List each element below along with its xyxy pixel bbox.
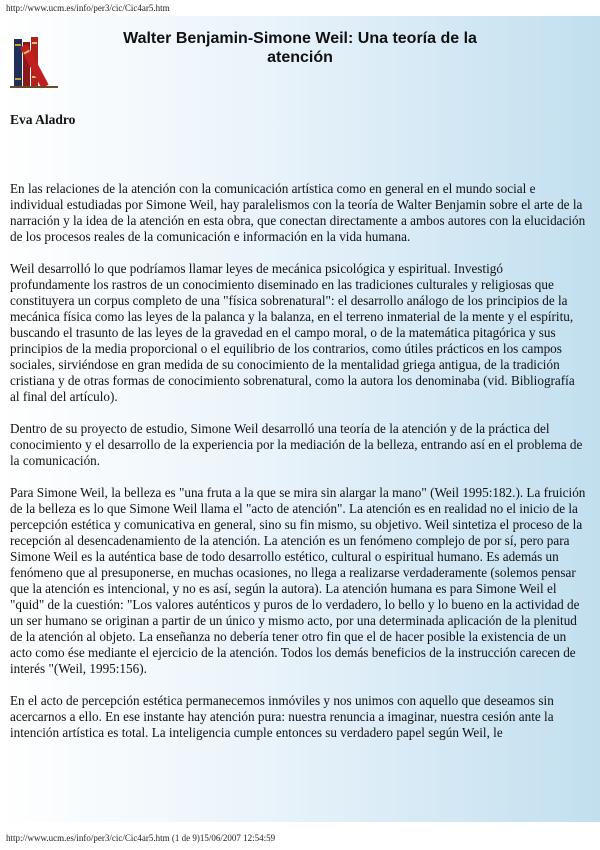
article-body	[10, 181, 586, 757]
paragraph: Para Simone Weil, la belleza es "una fruta a la que se mira sin alargar la mano" (Weil 1995:182.). La fruición de la belleza es lo que Simone Weil llama el "acto de atención". La atención es en realidad no el inicio de la percepción estética y comunicativa en general, sino su fin mismo, su objetivo. Weil sintetiza el proceso de la recepción al desencadenamiento de la atención. La atención es un fenómeno complejo de por sí, pero para Simone Weil es la auténtica base de todo desarrollo estético, cultural o espiritual humano. Es además un fenómeno que al presuponerse, en muchas ocasiones, no llega a realizarse verdaderamente (solemos pensar que la atención es intencional, y no es así, según la autora). La atención humana es para Simone Weil el "quid" de la cuestión: "Los valores auténticos y puros de lo verdadero, lo bello y lo bueno en la actividad de un ser humano se originan a partir de un único y mismo acto, por una determinada aplicación de la plenitud de la atención al objeto. La enseñanza no debería tener otro fin que el de hacer posible la existencia de un acto como ése mediante el ejercicio de la atención. Todos los demás beneficios de la instrucción carecen de interés "(Weil, 1995:156).	[10, 485, 586, 676]
paragraph: Dentro de su proyecto de estudio, Simone Weil desarrolló una teoría de la atención y de la práctica del conocimiento y el desarrollo de la experiencia por la mediación de la belleza, entrando así en el problema de la comunicación.	[10, 421, 583, 468]
article-title-line-1: Walter Benjamin-Simone Weil: Una teoría de la	[123, 30, 477, 47]
article-title-line-2: atención	[267, 49, 333, 66]
page-url-footer: http://www.ucm.es/info/per3/cic/Cic4ar5.htm (1 de 9)15/06/2007 12:54:59	[6, 833, 276, 843]
article-author: Eva Aladro	[10, 112, 76, 127]
article-title	[70, 29, 530, 67]
paragraph: Weil desarrolló lo que podríamos llamar leyes de mecánica psicológica y espiritual. Investigó profundamente los rastros de un conocimiento diseminado en las tradiciones culturales y religiosas que constituyera un corpus completo de una "física sobrenatural": el desarrollo análogo de los principios de la mecánica física como las leyes de la palanca y la balanza, en el terreno inmaterial de la mente y el espíritu, buscando el trasunto de las leyes de la gravedad en el campo moral, o de la matemática pitagórica y sus principios de la media proporcional o el equilibrio de los contrarios, como útiles prácticos en los campos sociales, sirviéndose en gran medida de su conocimiento de la mentalidad griega antigua, de la tradición cristiana y de otras formas de conocimiento sobrenatural, como la autora los denominaba (vid. Bibliografía al final del artículo).	[10, 261, 575, 404]
document-page	[0, 16, 600, 822]
page-url-header: http://www.ucm.es/info/per3/cic/Cic4ar5.htm	[6, 3, 170, 13]
paragraph: En el acto de percepción estética permanecemos inmóviles y nos unimos con aquello que deseamos sin acercarnos a ello. En ese instante hay atención pura: nuestra renuncia a imaginar, nuestra cesión ante la intención artística es total. La inteligencia cumple entonces su verdadero papel según Weil, le	[10, 693, 554, 740]
books-icon	[8, 32, 62, 90]
paragraph: En las relaciones de la atención con la comunicación artística como en general en el mundo social e individual estudiadas por Simone Weil, hay paralelismos con la teoría de Walter Benjamin sobre el arte de la narración y la idea de la atención en esta obra, que conectan directamente a ambos autores con la elucidación de los procesos reales de la comunicación e información en la vida humana.	[10, 181, 586, 244]
